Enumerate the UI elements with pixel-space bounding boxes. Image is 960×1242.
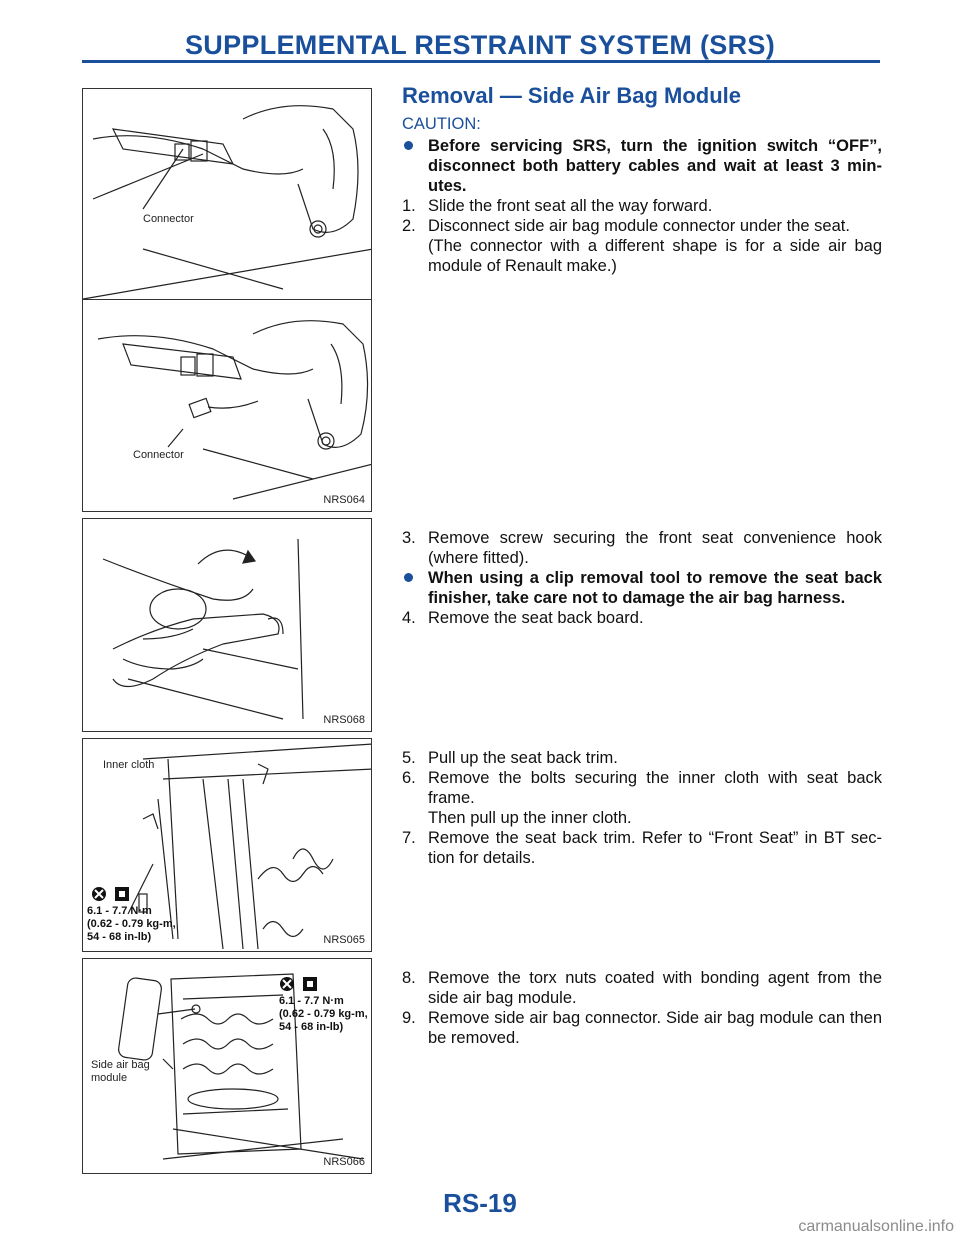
- figure-code: NRS066: [323, 1156, 365, 1168]
- seat-connector-illustration: [83, 89, 372, 512]
- step-text: Remove the seat back trim. Refer to “Front Seat” in BT sec-tion for details.: [428, 829, 882, 867]
- text-block-seat-back: [402, 528, 882, 628]
- label-line: module: [91, 1072, 128, 1084]
- step-number: 4.: [402, 609, 416, 627]
- figure-code: NRS064: [323, 494, 365, 506]
- figure-divider: [83, 299, 372, 300]
- step-number: 3.: [402, 529, 416, 547]
- step-5: [402, 748, 882, 768]
- figure-nrs065: [82, 738, 372, 952]
- figure-nrs066: [82, 958, 372, 1174]
- step-text: Remove the seat back board.: [428, 609, 644, 627]
- step-2: [402, 216, 882, 236]
- step-note: (The connector with a different shape is for a side air bag module of Renault make.): [428, 237, 882, 275]
- step-number: 6.: [402, 769, 416, 787]
- step-number: 9.: [402, 1009, 416, 1027]
- torque-spec: [279, 995, 368, 1034]
- connector-label-bottom: Connector: [133, 449, 184, 461]
- step-7: [402, 828, 882, 868]
- torque-line: 6.1 - 7.7 N·m: [87, 905, 152, 917]
- torque-line: (0.62 - 0.79 kg-m,: [87, 918, 176, 930]
- bullet-text: When using a clip removal tool to remove the seat back finisher, take care not to damage the air bag harness.: [428, 569, 882, 607]
- torque-wrench-icon: [91, 885, 131, 903]
- figure-nrs068: [82, 518, 372, 732]
- bullet-dot: [404, 573, 413, 582]
- step-number: 8.: [402, 969, 416, 987]
- torque-line: (0.62 - 0.79 kg-m,: [279, 1008, 368, 1020]
- inner-cloth-label: Inner cloth: [103, 759, 155, 771]
- step-text: Pull up the seat back trim.: [428, 749, 618, 767]
- step-1: [402, 196, 882, 216]
- side-air-bag-label: [91, 1059, 150, 1085]
- step-note: Then pull up the inner cloth.: [428, 809, 632, 827]
- step-number: 2.: [402, 217, 416, 235]
- torque-line: 6.1 - 7.7 N·m: [279, 995, 344, 1007]
- step-3: [402, 528, 882, 568]
- header-rule: [82, 60, 880, 63]
- step-6: [402, 768, 882, 808]
- step-4: [402, 608, 882, 628]
- step-number: 7.: [402, 829, 416, 847]
- step-text: Remove the bolts securing the inner cloth with seat back frame.: [428, 769, 882, 807]
- text-block-module: [402, 968, 882, 1048]
- step-number: 5.: [402, 749, 416, 767]
- torque-wrench-icon: [279, 975, 319, 993]
- step-text: Remove screw securing the front seat convenience hook (where fitted).: [428, 529, 882, 567]
- caution-label: CAUTION:: [402, 115, 481, 133]
- step-text: Remove the torx nuts coated with bonding agent from the side air bag module.: [428, 969, 882, 1007]
- step-text: Slide the front seat all the way forward.: [428, 197, 713, 215]
- page-title: SUPPLEMENTAL RESTRAINT SYSTEM (SRS): [184, 30, 776, 60]
- text-block-trim: [402, 748, 882, 868]
- warning-bullet: [402, 568, 882, 608]
- section-title: Removal — Side Air Bag Module: [402, 83, 742, 108]
- torque-line: 54 - 68 in-lb): [279, 1021, 344, 1033]
- step-8: [402, 968, 882, 1008]
- seat-back-clip-illustration: [83, 519, 372, 732]
- step-text: Disconnect side air bag module connector under the seat.: [428, 217, 850, 235]
- bullet-dot: [404, 141, 413, 150]
- figure-code: NRS068: [323, 714, 365, 726]
- step-number: 1.: [402, 197, 416, 215]
- label-line: Side air bag: [91, 1059, 150, 1071]
- figure-code: NRS065: [323, 934, 365, 946]
- connector-label-top: Connector: [143, 213, 194, 225]
- step-text: Remove side air bag connector. Side air bag module can then be removed.: [428, 1009, 882, 1047]
- page-header: [0, 0, 960, 66]
- step-9: [402, 1008, 882, 1048]
- torque-line: 54 - 68 in-lb): [87, 931, 152, 943]
- torque-spec: [87, 905, 176, 944]
- page-number: RS-19: [443, 1188, 517, 1218]
- watermark[interactable]: carmanualsonline.info: [798, 1218, 954, 1235]
- figure-nrs064: [82, 88, 372, 512]
- bullet-text: Before servicing SRS, turn the ignition switch “OFF”, disconnect both battery cables and wait at least 3 min-utes.: [428, 137, 882, 195]
- caution-bullet: [402, 136, 882, 196]
- text-block-removal: [402, 83, 882, 276]
